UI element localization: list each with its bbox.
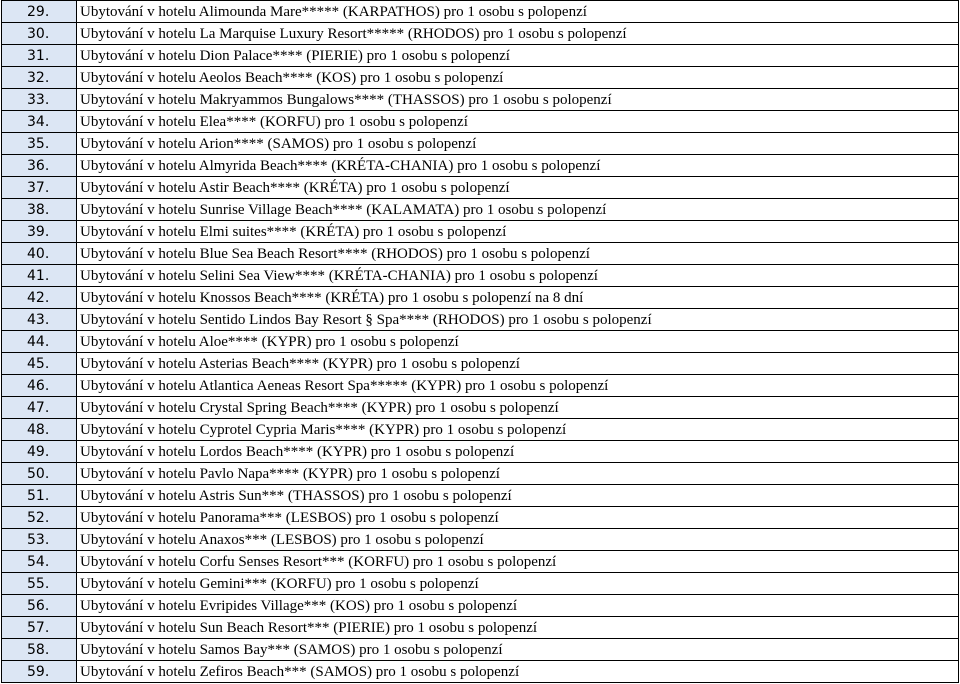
table-row (2, 177, 959, 199)
row-number: 34. (2, 111, 77, 133)
row-number: 59. (2, 661, 77, 683)
table-row (2, 89, 959, 111)
row-description: Ubytování v hotelu Makryammos Bungalows**** (THASSOS) pro 1 osobu s polopenzí (77, 89, 959, 111)
table-row (2, 573, 959, 595)
row-description: Ubytování v hotelu Crystal Spring Beach**** (KYPR) pro 1 osobu s polopenzí (77, 397, 959, 419)
row-number: 55. (2, 573, 77, 595)
table-row (2, 199, 959, 221)
table-row (2, 529, 959, 551)
row-description: Ubytování v hotelu La Marquise Luxury Resort***** (RHODOS) pro 1 osobu s polopenzí (77, 23, 959, 45)
row-description: Ubytování v hotelu Blue Sea Beach Resort**** (RHODOS) pro 1 osobu s polopenzí (77, 243, 959, 265)
row-description: Ubytování v hotelu Elea**** (KORFU) pro 1 osobu s polopenzí (77, 111, 959, 133)
row-number: 45. (2, 353, 77, 375)
row-number: 39. (2, 221, 77, 243)
row-description: Ubytování v hotelu Alimounda Mare***** (KARPATHOS) pro 1 osobu s polopenzí (77, 1, 959, 23)
row-description: Ubytování v hotelu Corfu Senses Resort*** (KORFU) pro 1 osobu s polopenzí (77, 551, 959, 573)
table-row (2, 309, 959, 331)
row-description: Ubytování v hotelu Knossos Beach**** (KRÉTA) pro 1 osobu s polopenzí na 8 dní (77, 287, 959, 309)
hotel-list-table (1, 0, 959, 683)
table-row (2, 243, 959, 265)
table-row (2, 45, 959, 67)
table-row (2, 661, 959, 683)
table-row (2, 287, 959, 309)
row-description: Ubytování v hotelu Atlantica Aeneas Resort Spa***** (KYPR) pro 1 osobu s polopenzí (77, 375, 959, 397)
row-description: Ubytování v hotelu Almyrida Beach**** (KRÉTA-CHANIA) pro 1 osobu s polopenzí (77, 155, 959, 177)
table-row (2, 595, 959, 617)
row-number: 49. (2, 441, 77, 463)
table-row (2, 221, 959, 243)
table-row (2, 485, 959, 507)
table-row (2, 155, 959, 177)
table-row (2, 111, 959, 133)
row-number: 40. (2, 243, 77, 265)
table-row (2, 463, 959, 485)
table-row (2, 133, 959, 155)
row-number: 42. (2, 287, 77, 309)
table-row (2, 397, 959, 419)
row-description: Ubytování v hotelu Selini Sea View**** (KRÉTA-CHANIA) pro 1 osobu s polopenzí (77, 265, 959, 287)
row-number: 30. (2, 23, 77, 45)
row-description: Ubytování v hotelu Evripides Village*** (KOS) pro 1 osobu s polopenzí (77, 595, 959, 617)
table-row (2, 331, 959, 353)
row-number: 51. (2, 485, 77, 507)
table-row (2, 23, 959, 45)
row-description: Ubytování v hotelu Pavlo Napa**** (KYPR) pro 1 osobu s polopenzí (77, 463, 959, 485)
row-description: Ubytování v hotelu Lordos Beach**** (KYPR) pro 1 osobu s polopenzí (77, 441, 959, 463)
row-description: Ubytování v hotelu Sentido Lindos Bay Resort § Spa**** (RHODOS) pro 1 osobu s polopenzí (77, 309, 959, 331)
row-description: Ubytování v hotelu Dion Palace**** (PIERIE) pro 1 osobu s polopenzí (77, 45, 959, 67)
row-description: Ubytování v hotelu Panorama*** (LESBOS) pro 1 osobu s polopenzí (77, 507, 959, 529)
table-row (2, 1, 959, 23)
table-row (2, 551, 959, 573)
table-row (2, 375, 959, 397)
row-number: 38. (2, 199, 77, 221)
row-description: Ubytování v hotelu Sunrise Village Beach**** (KALAMATA) pro 1 osobu s polopenzí (77, 199, 959, 221)
row-number: 36. (2, 155, 77, 177)
table-row (2, 507, 959, 529)
row-number: 44. (2, 331, 77, 353)
row-description: Ubytování v hotelu Gemini*** (KORFU) pro 1 osobu s polopenzí (77, 573, 959, 595)
row-number: 54. (2, 551, 77, 573)
row-number: 48. (2, 419, 77, 441)
row-description: Ubytování v hotelu Aloe**** (KYPR) pro 1 osobu s polopenzí (77, 331, 959, 353)
hotel-list-body (2, 1, 959, 683)
row-description: Ubytování v hotelu Asterias Beach**** (KYPR) pro 1 osobu s polopenzí (77, 353, 959, 375)
table-row (2, 265, 959, 287)
row-description: Ubytování v hotelu Arion**** (SAMOS) pro 1 osobu s polopenzí (77, 133, 959, 155)
table-row (2, 67, 959, 89)
row-number: 41. (2, 265, 77, 287)
row-number: 46. (2, 375, 77, 397)
row-number: 57. (2, 617, 77, 639)
row-description: Ubytování v hotelu Sun Beach Resort*** (PIERIE) pro 1 osobu s polopenzí (77, 617, 959, 639)
row-description: Ubytování v hotelu Samos Bay*** (SAMOS) pro 1 osobu s polopenzí (77, 639, 959, 661)
row-number: 31. (2, 45, 77, 67)
row-number: 43. (2, 309, 77, 331)
row-description: Ubytování v hotelu Aeolos Beach**** (KOS) pro 1 osobu s polopenzí (77, 67, 959, 89)
row-description: Ubytování v hotelu Anaxos*** (LESBOS) pro 1 osobu s polopenzí (77, 529, 959, 551)
row-number: 47. (2, 397, 77, 419)
table-row (2, 617, 959, 639)
row-number: 32. (2, 67, 77, 89)
row-description: Ubytování v hotelu Elmi suites**** (KRÉTA) pro 1 osobu s polopenzí (77, 221, 959, 243)
row-number: 29. (2, 1, 77, 23)
row-number: 58. (2, 639, 77, 661)
table-row (2, 639, 959, 661)
table-row (2, 419, 959, 441)
row-number: 33. (2, 89, 77, 111)
row-description: Ubytování v hotelu Cyprotel Cypria Maris**** (KYPR) pro 1 osobu s polopenzí (77, 419, 959, 441)
row-number: 56. (2, 595, 77, 617)
row-number: 37. (2, 177, 77, 199)
table-row (2, 353, 959, 375)
row-number: 50. (2, 463, 77, 485)
row-number: 35. (2, 133, 77, 155)
row-description: Ubytování v hotelu Zefiros Beach*** (SAMOS) pro 1 osobu s polopenzí (77, 661, 959, 683)
row-number: 52. (2, 507, 77, 529)
row-number: 53. (2, 529, 77, 551)
row-description: Ubytování v hotelu Astir Beach**** (KRÉTA) pro 1 osobu s polopenzí (77, 177, 959, 199)
row-description: Ubytování v hotelu Astris Sun*** (THASSOS) pro 1 osobu s polopenzí (77, 485, 959, 507)
table-row (2, 441, 959, 463)
